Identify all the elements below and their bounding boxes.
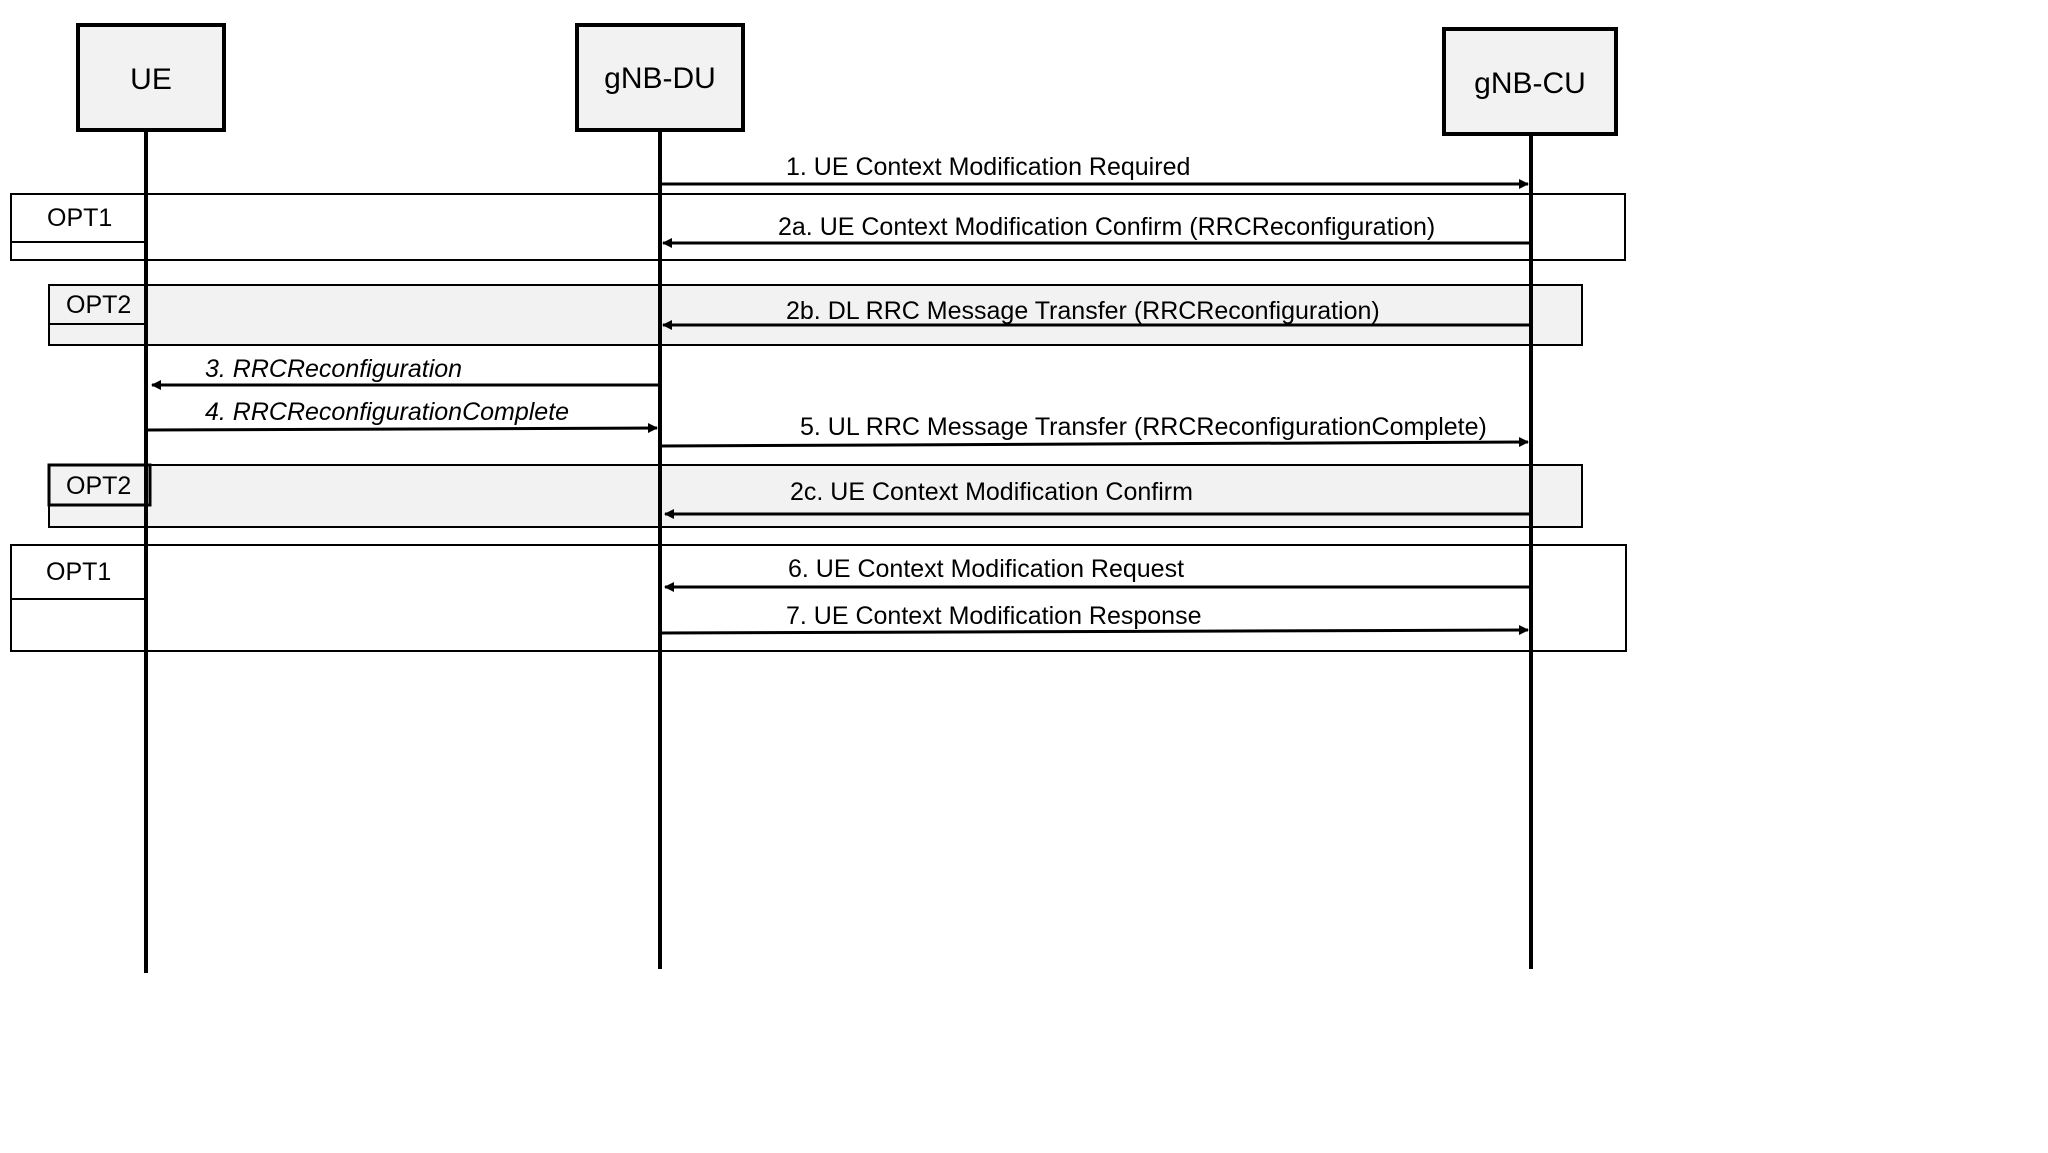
message-2a-label: 2a. UE Context Modification Confirm (RRCReconfiguration) (778, 213, 1436, 241)
message-6-label: 6. UE Context Modification Request (788, 555, 1185, 583)
message-4-label: 4. RRCReconfigurationComplete (205, 398, 570, 426)
message-4 (146, 398, 657, 430)
frame-opt1-bottom-label: OPT1 (46, 558, 112, 586)
message-3-label: 3. RRCReconfiguration (205, 355, 463, 383)
entity-ue-label: UE (130, 63, 172, 96)
frame-opt2-first-label: OPT2 (66, 291, 132, 319)
message-2c-label: 2c. UE Context Modification Confirm (790, 478, 1193, 506)
frame-opt2-second-label: OPT2 (66, 472, 132, 500)
message-3 (152, 355, 660, 385)
message-2a (663, 213, 1531, 243)
entity-gnb-cu-label: gNB-CU (1474, 67, 1586, 100)
entity-gnb-du (577, 25, 743, 130)
entity-gnb-cu (1444, 29, 1616, 134)
frame-opt1-top-label: OPT1 (47, 204, 113, 232)
entity-ue (78, 25, 224, 130)
message-1-label: 1. UE Context Modification Required (786, 153, 1191, 181)
message-5-label: 5. UL RRC Message Transfer (RRCReconfigurationComplete) (800, 413, 1487, 441)
entity-gnb-du-label: gNB-DU (604, 62, 716, 95)
message-2b-label: 2b. DL RRC Message Transfer (RRCReconfiguration) (786, 297, 1380, 325)
message-7-label: 7. UE Context Modification Response (786, 602, 1202, 630)
message-1 (660, 153, 1528, 184)
message-5 (660, 413, 1528, 446)
